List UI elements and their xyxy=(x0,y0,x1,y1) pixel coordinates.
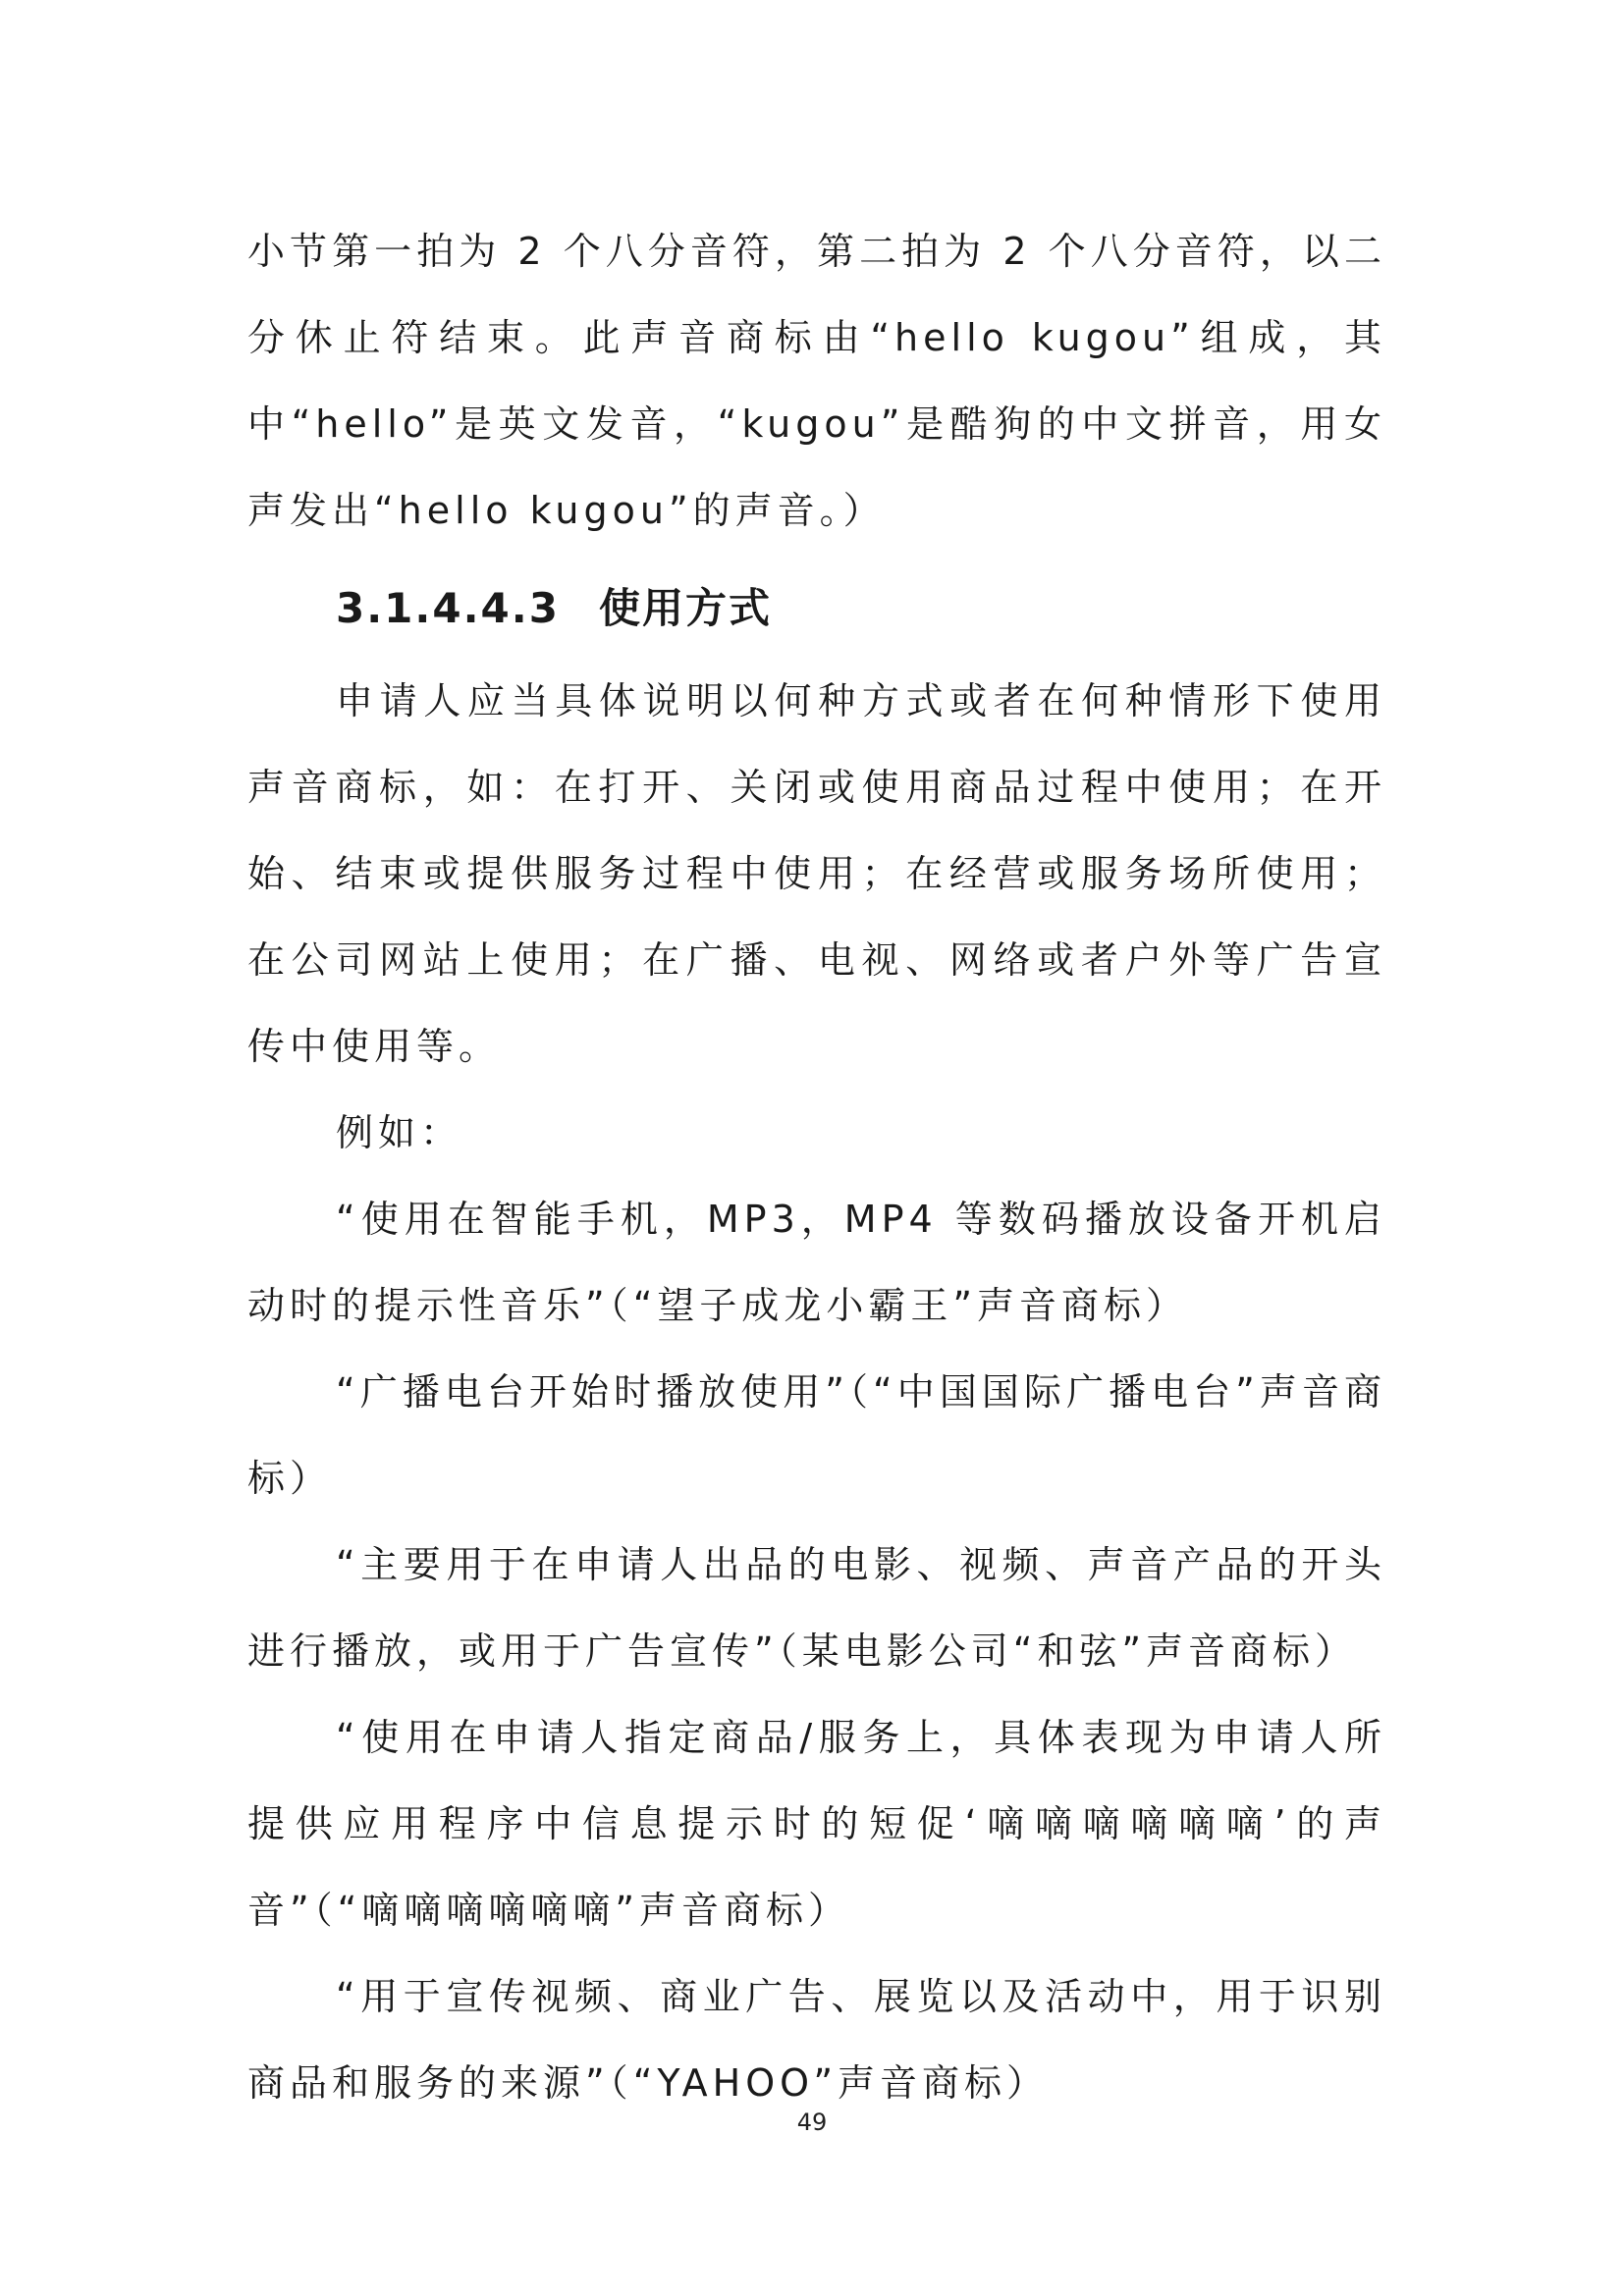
example-item: “广播电台开始时播放使用”（“中国国际广播电台”声音商标） xyxy=(247,1370,1386,1500)
example-item: “主要用于在申请人出品的电影、视频、声音产品的开头进行播放，或用于广告宣传”（某电影公司“和弦”声音商标） xyxy=(247,1543,1386,1673)
example-item: “使用在申请人指定商品/服务上，具体表现为申请人所提供应用程序中信息提示时的短促‘嘀嘀嘀嘀嘀嘀’的声音”（“嘀嘀嘀嘀嘀嘀”声音商标） xyxy=(247,1716,1386,1932)
continued-paragraph: 小节第一拍为 2 个八分音符，第二拍为 2 个八分音符，以二分休止符结束。此声音商标由“hello kugou”组成，其中“hello”是英文发音，“kugou”是酷狗的中文拼音，用女声发出“hello kugou”的声音。） xyxy=(247,230,1386,532)
page-content xyxy=(247,208,1386,2126)
page-number: 49 xyxy=(796,2109,828,2136)
section-intro-paragraph: 申请人应当具体说明以何种方式或者在何种情形下使用声音商标，如：在打开、关闭或使用商品过程中使用；在开始、结束或提供服务过程中使用；在经营或服务场所使用；在公司网站上使用；在广播、电视、网络或者户外等广告宣传中使用等。 xyxy=(247,679,1386,1068)
section-number: 3.1.4.4.3 xyxy=(336,584,560,632)
example-item: “使用在智能手机，MP3，MP4 等数码播放设备开机启动时的提示性音乐”（“望子成龙小霸王”声音商标） xyxy=(247,1198,1386,1327)
example-item: “用于宣传视频、商业广告、展览以及活动中，用于识别商品和服务的来源”（“YAHOO”声音商标） xyxy=(247,1975,1386,2105)
example-label: 例如： xyxy=(336,1111,463,1154)
section-heading xyxy=(336,565,1386,652)
section-title: 使用方式 xyxy=(598,584,772,632)
